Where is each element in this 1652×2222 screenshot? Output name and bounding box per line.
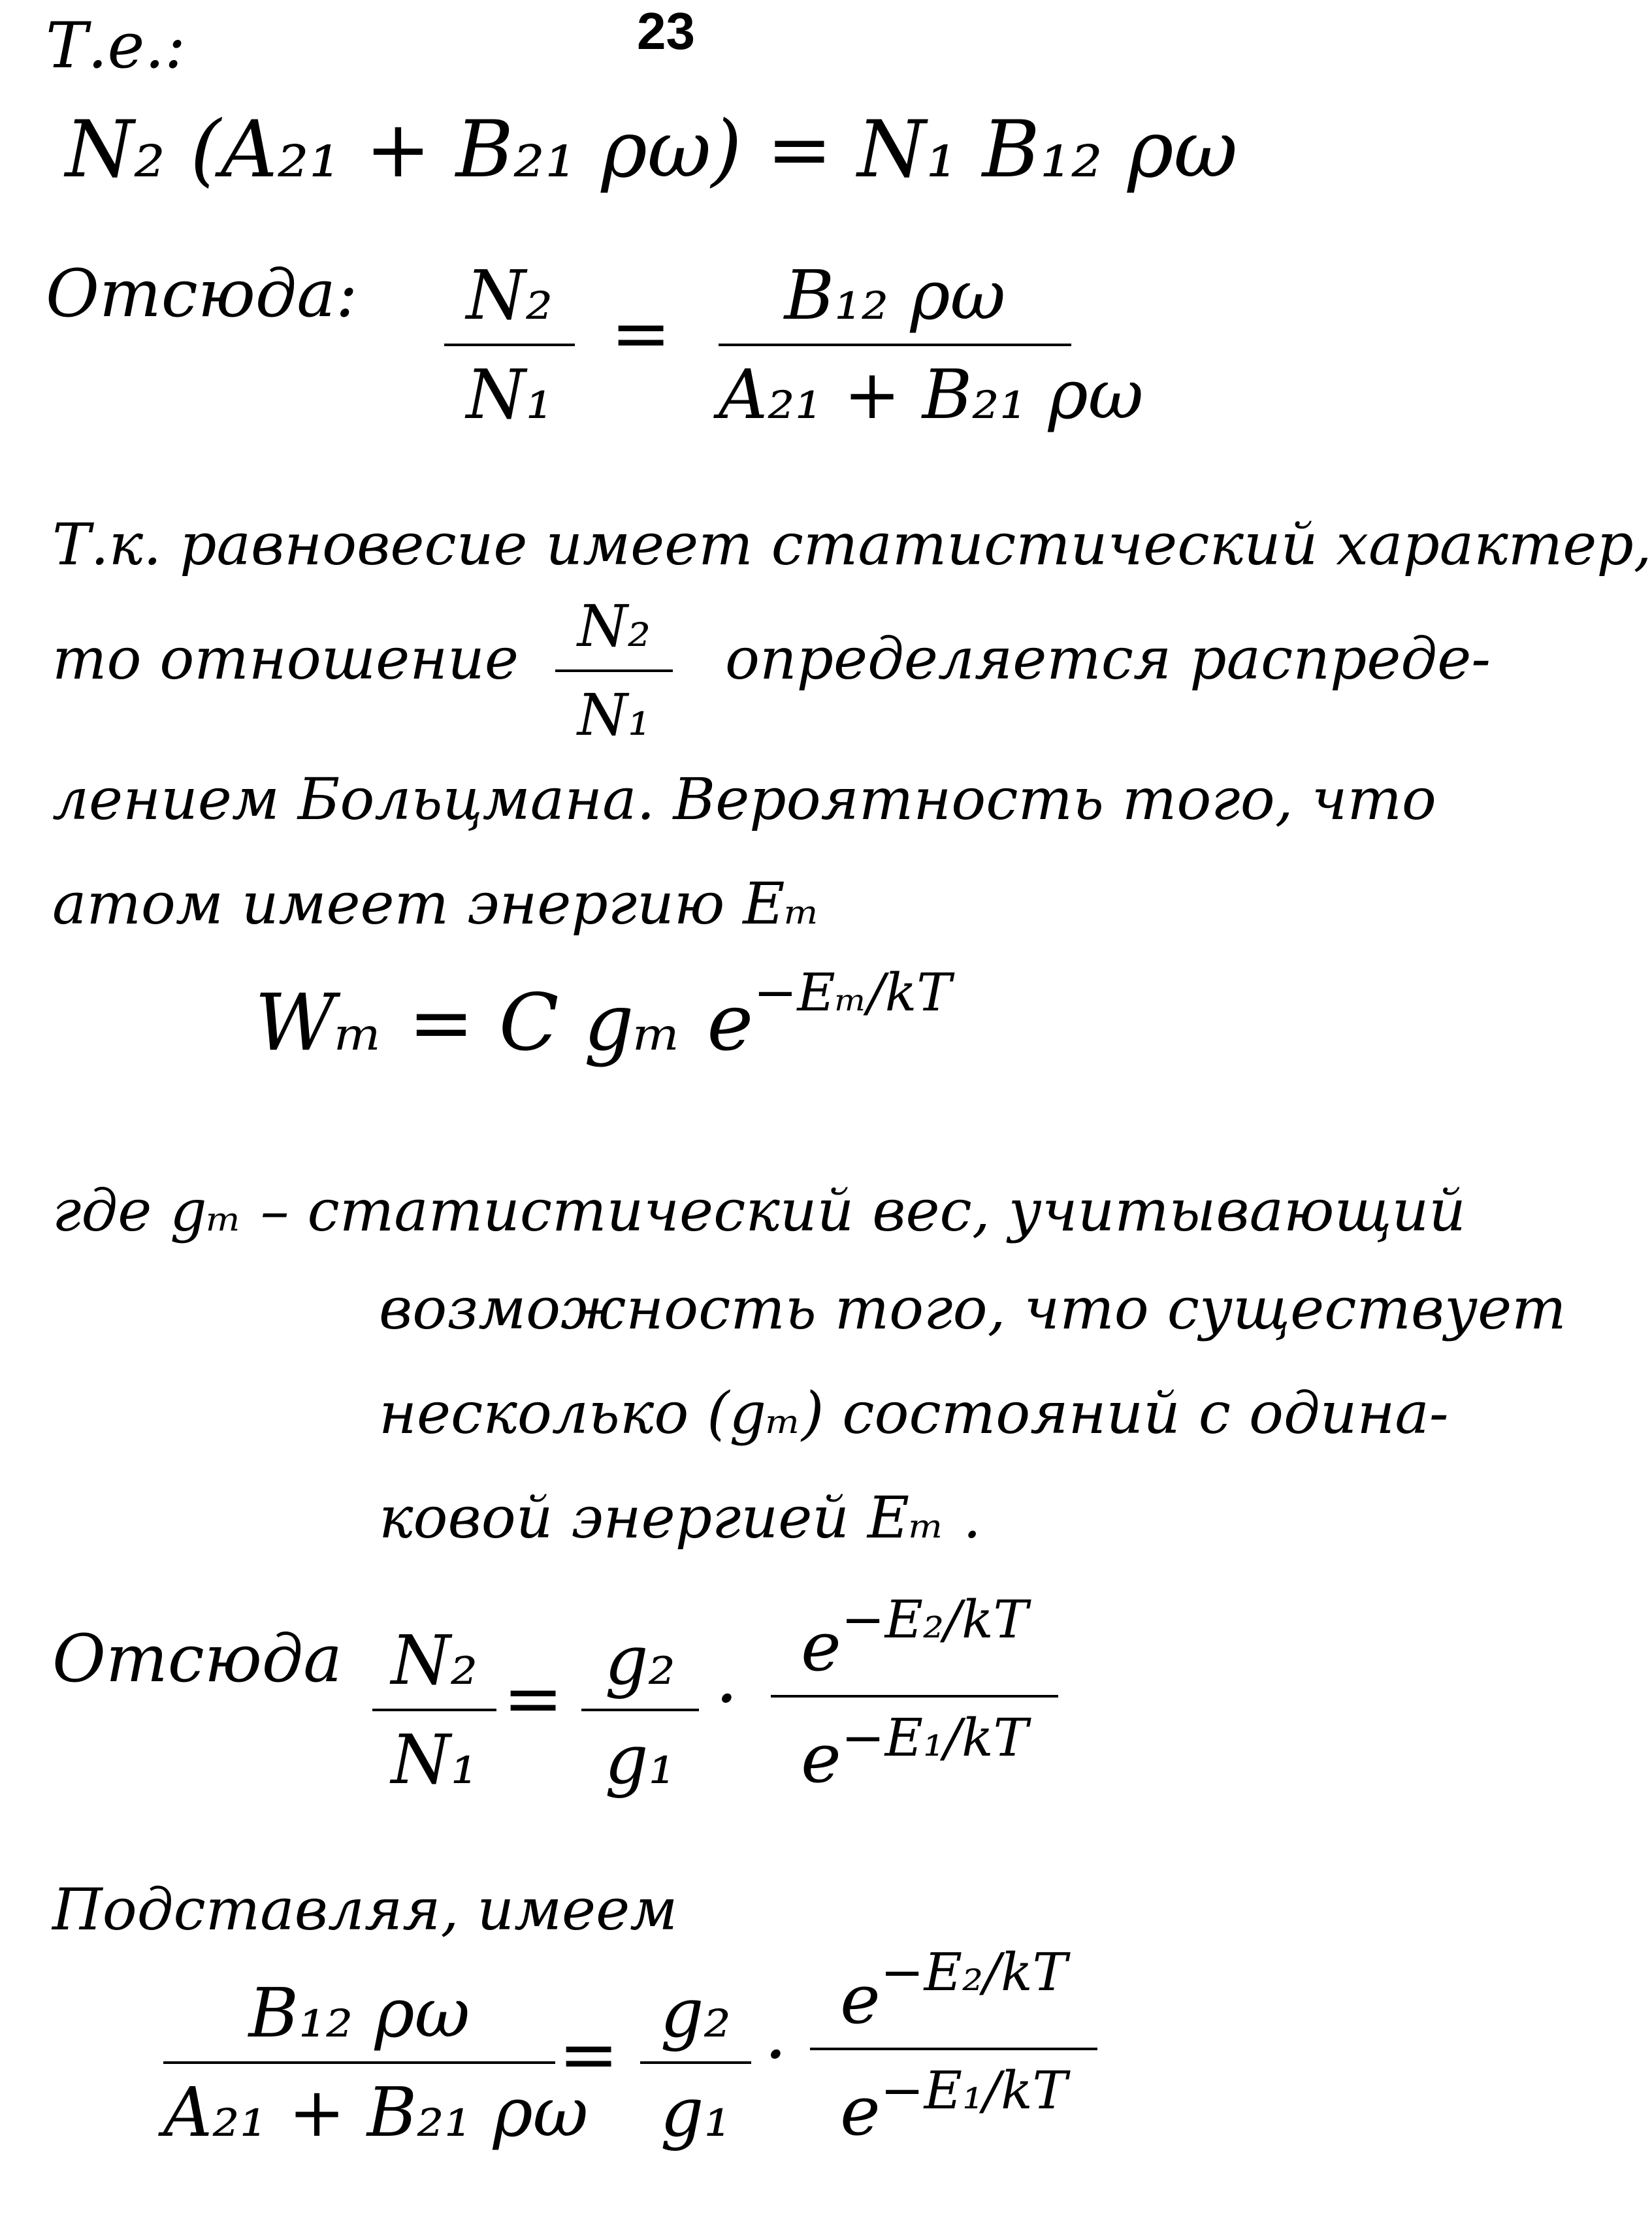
exp-base: e	[840, 2071, 881, 2151]
text-line: где gₘ – статистический вес, учитывающий	[52, 1177, 1466, 1244]
fraction-bar	[810, 2048, 1097, 2050]
exp-base: e	[840, 1959, 881, 2039]
text-line: определяется распреде-	[725, 625, 1491, 692]
fraction-numerator: g₂	[660, 1973, 732, 2053]
text-line: Подставляя, имеем	[52, 1876, 678, 1943]
fraction-denominator	[810, 2060, 1097, 2151]
page-number: 23	[637, 2, 695, 60]
fraction-numerator: N₂	[391, 1620, 478, 1700]
fraction-denominator: N₁	[577, 681, 651, 749]
fraction-numerator: B₁₂ ρω	[248, 1973, 470, 2053]
fraction-numerator	[810, 1942, 1097, 2039]
fraction-numerator: N₂	[466, 255, 553, 335]
fraction-bar	[555, 669, 673, 672]
fraction-bar	[163, 2061, 555, 2064]
hence-label-1: Отсюда:	[46, 255, 358, 332]
exponent-fraction-2	[810, 1942, 1097, 2151]
weight-fraction-2	[640, 1973, 751, 2152]
ratio-fraction-4	[163, 1973, 589, 2152]
text-line: лением Больцмана. Вероятность того, что	[52, 765, 1436, 833]
fraction-bar	[444, 344, 575, 346]
fraction-numerator: g₂	[604, 1620, 676, 1700]
equals-sign: =	[559, 2012, 619, 2096]
fraction-bar	[719, 344, 1071, 346]
fraction-bar	[640, 2061, 751, 2064]
fraction-denominator: N₁	[391, 1720, 478, 1799]
fraction-bar	[372, 1709, 496, 1711]
text-line: несколько (gₘ) состояний с одина-	[379, 1379, 1449, 1447]
exp-power: −E₂/kT	[841, 1589, 1028, 1650]
fraction-numerator: B₁₂ ρω	[784, 255, 1006, 335]
formula-base: Wₘ = C gₘ e	[255, 978, 754, 1069]
multiply-dot: ·	[715, 1656, 738, 1740]
fraction-denominator: g₁	[604, 1720, 676, 1799]
exp-base: e	[801, 1607, 841, 1686]
fraction-denominator: N₁	[466, 355, 553, 434]
equals-sign: =	[503, 1656, 564, 1740]
balance-equation: N₂ (A₂₁ + B₂₁ ρω) = N₁ B₁₂ ρω	[65, 105, 1238, 195]
fraction-denominator: A₂₁ + B₂₁ ρω	[719, 355, 1144, 434]
fraction-denominator: A₂₁ + B₂₁ ρω	[163, 2072, 589, 2152]
exp-power: −E₂/kT	[880, 1942, 1067, 2003]
fraction-bar	[581, 1709, 699, 1711]
text-line: Т.к. равновесие имеет статистический характер,	[52, 511, 1652, 578]
formula-exponent: −Eₘ/kT	[753, 962, 952, 1023]
text-line: атом имеет энергию Eₘ	[52, 870, 820, 937]
boltzmann-formula	[255, 962, 952, 1069]
exponent-fraction-1	[771, 1589, 1058, 1798]
fraction-numerator: N₂	[577, 592, 651, 660]
ratio-fraction-1	[444, 255, 575, 434]
text-line: возможность того, что существует	[379, 1275, 1566, 1342]
text-line: то отношение	[52, 625, 519, 692]
exp-power: −E₁/kT	[841, 1707, 1028, 1768]
exp-power: −E₁/kT	[880, 2060, 1067, 2121]
fraction-bar	[771, 1695, 1058, 1698]
exp-base: e	[801, 1718, 841, 1798]
inline-fraction	[555, 592, 673, 749]
ratio-fraction-3	[372, 1620, 496, 1799]
fraction-numerator	[771, 1589, 1058, 1686]
equals-sign: =	[611, 291, 672, 375]
multiply-dot: ·	[764, 2012, 787, 2096]
ratio-fraction-2	[719, 255, 1144, 434]
intro-label: Т.е.:	[46, 9, 186, 82]
text-line: ковой энергией Eₘ .	[379, 1484, 982, 1551]
hence-label-2: Отсюда	[52, 1620, 342, 1697]
weight-fraction-1	[581, 1620, 699, 1799]
fraction-denominator: g₁	[660, 2072, 732, 2152]
fraction-denominator	[771, 1707, 1058, 1798]
